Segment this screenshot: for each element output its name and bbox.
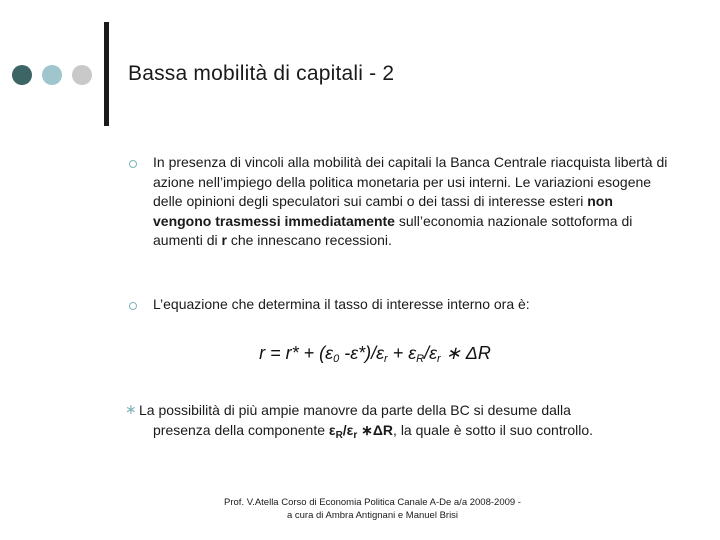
note-line-2-after: , la quale è sotto il suo controllo. xyxy=(393,421,594,438)
decorative-dot-grey xyxy=(72,65,92,85)
note-line-1: La possibilità di più ampie manovre da parte della BC si desume dalla xyxy=(139,402,571,418)
eq-part5: ∗ ΔR xyxy=(440,343,491,363)
eq-sub0: 0 xyxy=(333,353,340,365)
note-line-2 xyxy=(139,421,679,446)
note-formula-delta: ∗ΔR xyxy=(357,421,394,438)
bullet-1-text-after: che innescano recessioni. xyxy=(226,232,392,248)
footer-line-1: Prof. V.Atella Corso di Economia Politica Canale A-De a/a 2008-2009 - xyxy=(224,497,521,508)
footer-line-2: a cura di Ambra Antignani e Manuel Brisi xyxy=(286,510,459,521)
eq-sub-r1: r xyxy=(384,353,388,365)
eq-sub-R: R xyxy=(416,353,425,365)
note-paragraph xyxy=(139,401,679,445)
bullet-ring-icon xyxy=(129,160,137,168)
bullet-paragraph-1 xyxy=(153,153,673,251)
note-formula xyxy=(328,421,394,441)
note-line-2-before: presenza della componente xyxy=(153,421,329,438)
bullet-1-bold-var: r xyxy=(221,232,227,248)
asterisk-bullet-icon: ∗ xyxy=(125,401,137,417)
eq-part2: -ε*)/ε xyxy=(339,343,385,363)
interest-rate-equation xyxy=(0,343,720,365)
slide-title: Bassa mobilità di capitali - 2 xyxy=(128,62,395,85)
eq-sub-r2: r xyxy=(437,353,441,365)
bullet-1-text-before: In presenza di vincoli alla mobilità dei capitali la Banca Centrale riacquista libertà di azione nell’impiego della politica monetaria per usi interni. Le variazioni esogene delle opinioni degli speculatori sui cambi o dei tassi di interesse esteri xyxy=(153,154,668,209)
bullet-ring-icon xyxy=(129,302,137,310)
eq-part1: r = r* + (ε xyxy=(259,343,334,363)
note-formula-sub-R: R xyxy=(335,429,343,441)
note-formula-eps: ε xyxy=(328,421,336,438)
bullet-1-text-middle: sull’economia nazionale sottoforma di aumenti di xyxy=(153,212,633,248)
note-formula-div: /ε xyxy=(342,421,354,438)
decorative-dot-light xyxy=(42,65,62,85)
eq-part4: /ε xyxy=(424,343,438,363)
bullet-1-bold: non vengono trasmessi immediatamente xyxy=(153,193,613,229)
slide-footer xyxy=(0,496,720,522)
bullet-paragraph-2: L’equazione che determina il tasso di interesse interno ora è: xyxy=(153,296,530,312)
decorative-dot-dark xyxy=(12,65,32,85)
note-formula-sub-r: r xyxy=(353,429,358,441)
title-divider-bar xyxy=(104,22,109,126)
eq-part3: + ε xyxy=(387,343,417,363)
